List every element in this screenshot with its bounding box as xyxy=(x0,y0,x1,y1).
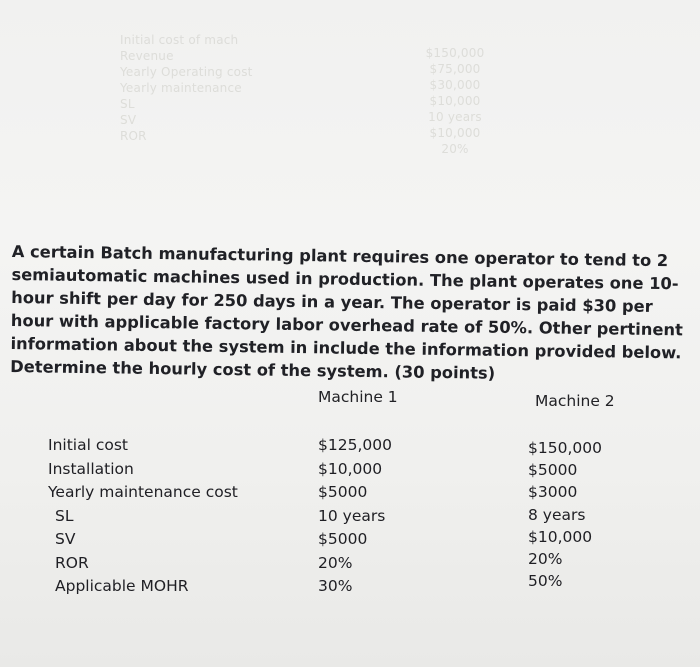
machine-2-value: $5000 xyxy=(528,461,578,480)
machine-1-value: $125,000 xyxy=(318,436,392,454)
problem-statement: A certain Batch manufacturing plant requires one operator to tend to 2 semiautomatic machines used in production. The plant operates one 10-hour shift per day for 250 days in a year. The operator is paid $30 per hour with applicable factory labor overhead rate of 50%. Other pertinent information about the system in include the information provided below. Determine the hourly cost of the system. (30 points) xyxy=(10,241,683,383)
machine-2-value: 20% xyxy=(528,549,563,568)
machine-2-column xyxy=(528,437,602,592)
machine-1-header: Machine 1 xyxy=(318,388,398,406)
machine-2-value: $3000 xyxy=(528,483,578,502)
machine-2-value: $150,000 xyxy=(528,439,602,457)
machine-2-header: Machine 2 xyxy=(535,392,615,410)
row-label: Installation xyxy=(48,459,134,478)
machine-1-value: 10 years xyxy=(318,506,386,525)
machine-1-value: $5000 xyxy=(318,483,368,501)
row-label: ROR xyxy=(55,553,89,572)
row-label: Yearly maintenance cost xyxy=(48,483,238,501)
machine-2-value: $10,000 xyxy=(528,527,593,546)
bleed-through-text-right: $150,000 $75,000 $30,000 $10,000 10 years $10,000 20% xyxy=(425,46,485,156)
row-label: SV xyxy=(55,530,76,548)
bleed-through-text-left: Initial cost of mach Revenue Yearly Operating cost Yearly maintenance SL SV ROR xyxy=(120,33,253,143)
row-label: SL xyxy=(55,506,74,525)
machine-1-column xyxy=(318,434,392,599)
machine-1-value: 20% xyxy=(318,553,353,572)
machine-1-value: $10,000 xyxy=(318,459,383,478)
machine-2-value: 50% xyxy=(528,572,563,591)
machine-2-value: 8 years xyxy=(528,505,586,524)
row-label: Applicable MOHR xyxy=(55,577,189,595)
row-label: Initial cost xyxy=(48,436,128,454)
row-labels-column xyxy=(48,434,238,599)
machine-1-value: 30% xyxy=(318,577,353,595)
machine-1-value: $5000 xyxy=(318,530,368,548)
